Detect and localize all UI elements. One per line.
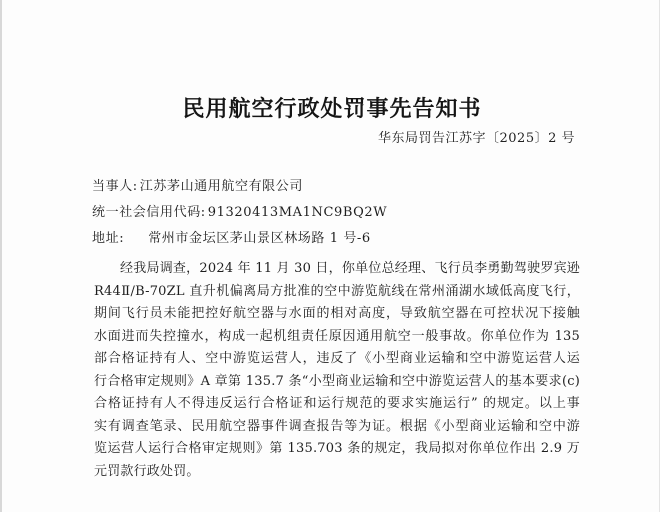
credit-code-label: 统一社会信用代码: [92,205,206,220]
body-line: 实有调查笔录、民用航空器事件调查报告等为证。根据《小型商业运输和空中游 [94,418,580,434]
body-line: 期间飞行员未能把控好航空器与水面的相对高度，导致航空器在可控状况下接触 [94,306,580,321]
party-value: 江苏茅山通用航空有限公司 [139,179,303,194]
body-line: 水面进而失控撞水，构成一起机组责任原因通用航空一般事故。你单位作为 135 [94,328,580,344]
body-line: R44Ⅱ/B-70ZL 直升机偏离局方批准的空中游览航线在常州涌湖水域低高度飞行， [94,283,580,299]
body-line: 合格证持有人不得违反运行合格证和运行规范的要求实施运行” 的规定。以上事 [94,396,580,411]
body-line: 部合格证持有人、空中游览运营人，违反了《小型商业运输和空中游览运营人运 [94,351,580,366]
body-line: 经我局调查，2024 年 11 月 30 日，你单位总经理、飞行员李勇勤驾驶罗宾逊 [120,261,580,276]
body-line: 行合格审定规则》A 章第 135.7 条“小型商业运输和空中游览运营人的基本要求(c) [94,373,580,389]
credit-code-row [92,201,387,220]
notice-body [94,258,580,483]
address-row [92,227,371,246]
credit-code-value: 91320413MA1NC9BQ2W [207,205,388,220]
party-row [92,175,303,194]
party-label: 当事人: [92,179,138,194]
body-line: 元罚款行政处罚。 [94,463,200,479]
address-value: 常州市金坛区茅山景区林场路 1 号-6 [148,231,371,246]
address-label: 地址: [92,231,125,246]
body-line: 览运营人运行合格审定规则》第 135.703 条的规定，我局拟对你单位作出 2.9 万 [94,441,580,456]
document-title: 民用航空行政处罚事先告知书 [182,97,482,122]
document-number: 华东局罚告江苏字〔2025〕2 号 [378,131,575,146]
